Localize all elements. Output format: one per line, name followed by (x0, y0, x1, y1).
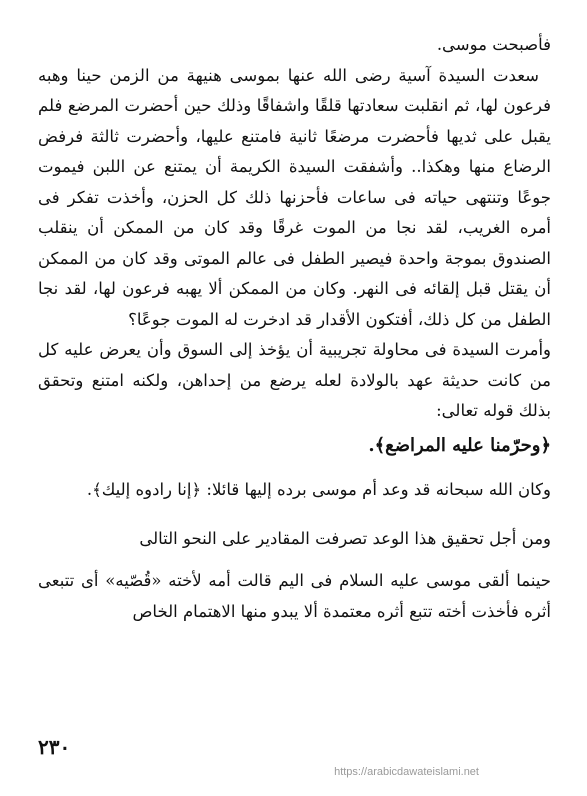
quran-verse-forbade-nurses: ﴿وحرّمنا عليه المراضع﴾. (368, 434, 551, 456)
paragraph-promise: وكان الله سبحانه قد وعد أم موسى برده إليها قائلا: ﴿إنا رادوه إليك﴾. (86, 480, 551, 499)
opening-line: فأصبحت موسى. (436, 35, 551, 54)
page-number: ٢٣٠ (38, 735, 71, 759)
paragraph-decree: ومن أجل تحقيق هذا الوعد تصرفت المقادير على النحو التالى (139, 528, 551, 548)
paragraph-market: وأمرت السيدة فى محاولة تجريبية أن يؤخذ إلى السوق وأن يعرض عليه كل من كانت حديثة عهد بالولادة لعله يرضع من إحداهن، ولكنه امتنع وتحقق بذلك قوله تعالى: (38, 340, 551, 420)
watermark-url: https://arabicdawateislami.net (334, 766, 479, 778)
paragraph-asiya: سعدت السيدة آسية رضى الله عنها بموسى هنيهة من الزمن حينا وهبه فرعون لها، ثم انقلبت سعادتها قلقًا واشفاقًا وذلك حين أحضرت المرضع فلم يقبل على ثديها فأحضرت مرضعًا ثانية فامتنع عليها، وأحضرت ثالثة فرفض الرضاع منها وهكذا.. وأشفقت السيدة الكريمة أن يمتنع عن اللبن فيموت جوعًا وتنتهى حياته فى ساعات فأحزنها ذلك كل الحزن، وأخذت تفكر فى أمره الغريب، لقد نجا من الموت غرقًا وقد كان من الممكن أن ينقلب الصندوق بموجة واحدة فيصير الطفل فى عالم الموتى وقد كان من الممكن أن يقتل قبل إلقائه فى النهر. وكان من الممكن ألا يهبه فرعون لها، لقد نجا الطفل من كل ذلك، أفتكون الأقدار قد ادخرت له الموت جوعًا؟ (38, 65, 551, 329)
paragraph-sister: حينما ألقى موسى عليه السلام فى اليم قالت أمه لأخته «قُصّيه» أى تتبعى أثره فأخذت أخته تتبع أثره معتمدة ألا يبدو منها الاهتمام الخاص (38, 571, 551, 621)
page-body (38, 30, 551, 627)
